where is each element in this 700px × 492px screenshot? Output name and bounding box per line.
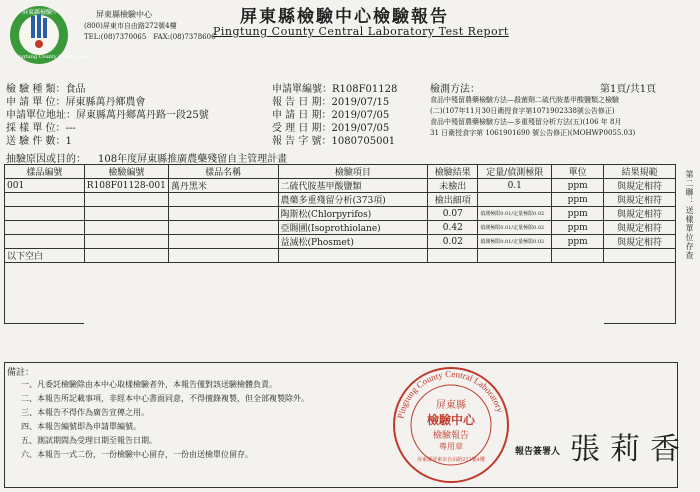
col-header: 檢驗編號 xyxy=(84,165,168,179)
method-line: 食品中殘留農藥檢驗方法—殺菌劑二硫代胺基甲酸鹽類之檢驗 xyxy=(430,96,619,104)
info-value: 屏東縣萬丹鄉農會 xyxy=(65,97,146,108)
info-label: 申請單位地址： xyxy=(6,110,76,121)
col-header: 定量/偵測極限 xyxy=(478,165,552,179)
note-line: 三、本報告不得作為廣告宣傳之用。 xyxy=(21,408,149,417)
logo-top-text: 屏東縣檢驗中心 xyxy=(22,9,65,16)
cell-sample-no: 001 xyxy=(5,179,85,193)
cell-sample-name xyxy=(168,235,278,249)
cell-unit: ppm xyxy=(552,179,604,193)
info-value: 2019/07/05 xyxy=(331,123,390,134)
info-left xyxy=(6,80,266,145)
blank-note: 以下空白 xyxy=(5,249,85,263)
org-name: 屏東縣檢驗中心 xyxy=(96,10,152,19)
method-line: 食品中殘留農藥檢驗方法—多重殘留分析方法(五)(106 年 8月 xyxy=(430,118,622,126)
info-value: --- xyxy=(65,123,76,134)
page-indicator: 第1頁/共1頁 xyxy=(600,84,657,95)
stamp-ring-text: Pingtung County Central Laboratory xyxy=(395,368,506,420)
purpose-value: 108年度屏東縣推廣農藥殘留自主管理計畫 xyxy=(98,154,288,165)
cell-result: 檢出細項 xyxy=(428,193,478,207)
note-line: 六、本報告一式二份，一份檢驗中心留存，一份由送檢單位留存。 xyxy=(21,450,253,459)
col-header: 檢驗結果 xyxy=(428,165,478,179)
cell-result: 0.07 xyxy=(428,207,478,221)
cell-item: 陶斯松(Chlorpyrifos) xyxy=(278,207,428,221)
notes-heading: 備註： xyxy=(7,368,35,378)
col-header: 結果規範 xyxy=(604,165,676,179)
cell-item: 益滅松(Phosmet) xyxy=(278,235,428,249)
cell-sample-no xyxy=(5,193,85,207)
info-label: 申 請 單 位： xyxy=(6,97,66,108)
col-header: 樣品編號 xyxy=(5,165,85,179)
table-row xyxy=(5,249,676,263)
cell-sample-name xyxy=(168,221,278,235)
cell-test-no: R108F01128-001 xyxy=(84,179,168,193)
cell-limit: 0.1 xyxy=(478,179,552,193)
cell-spec: 與規定相符 xyxy=(604,207,676,221)
info-value: 2019/07/05 xyxy=(331,110,390,121)
method-label: 檢測方法： xyxy=(430,84,480,95)
copy-note: 第二聯：送樣單位存查 xyxy=(685,170,694,260)
info-label: 申請單編號： xyxy=(272,84,332,95)
cell-item: 二硫代胺基甲酸鹽類 xyxy=(278,179,428,193)
org-phone-fax: TEL:(08)7370065 FAX:(08)7378606 xyxy=(84,33,216,41)
stamp-line-4: 專用章 xyxy=(439,442,463,451)
signer-label: 報告簽署人 xyxy=(515,447,561,457)
table-filler-row xyxy=(5,263,676,324)
org-address: (800)屏東市自由路272號4樓 xyxy=(84,22,177,30)
info-value: 1080705001 xyxy=(331,136,396,147)
info-middle xyxy=(272,80,422,145)
info-value: 屏東縣萬丹鄉萬丹路一段25號 xyxy=(76,110,209,121)
cell-limit-note: 偵測極限0.01/定量極限0.02 xyxy=(478,207,552,221)
table-row xyxy=(5,235,676,249)
cell-test-no xyxy=(84,221,168,235)
table-row xyxy=(5,221,676,235)
cell-unit: ppm xyxy=(552,193,604,207)
stamp-bottom-text: 屏東縣屏東市自由路272號4樓 xyxy=(417,457,485,463)
table-row xyxy=(5,193,676,207)
info-label: 受 理 日 期： xyxy=(272,123,332,134)
cell-sample-no xyxy=(5,235,85,249)
cell-result: 0.02 xyxy=(428,235,478,249)
cell-item: 亞賜圃(Isoprothiolane) xyxy=(278,221,428,235)
info-label: 採 樣 單 位： xyxy=(6,123,66,134)
note-line: 五、測試期間為受理日期至報告日期。 xyxy=(21,436,157,445)
info-value: 2019/07/15 xyxy=(331,97,390,108)
stamp-line-1: 屏東縣 xyxy=(436,400,466,411)
cell-unit: ppm xyxy=(552,221,604,235)
cell-result: 未檢出 xyxy=(428,179,478,193)
info-label: 報 告 字 號： xyxy=(272,136,332,147)
cell-sample-name: 萬丹黑米 xyxy=(168,179,278,193)
info-label: 送 驗 件 數： xyxy=(6,136,66,147)
col-header: 樣品名稱 xyxy=(168,165,278,179)
cell-result: 0.42 xyxy=(428,221,478,235)
cell-sample-no xyxy=(5,207,85,221)
report-title: 屏東縣檢驗中心檢驗報告 xyxy=(240,7,449,27)
method-line: (二)(107年11月30日衛授食字第1071902338號公告修正) xyxy=(430,107,615,115)
report-subtitle: Pingtung County Central Laboratory Test Report xyxy=(213,25,509,38)
cell-sample-name xyxy=(168,207,278,221)
logo-bottom-text: Pingtung County Central Lab xyxy=(14,54,89,60)
info-value: 1 xyxy=(65,136,72,147)
col-header: 單位 xyxy=(552,165,604,179)
lab-logo xyxy=(8,4,89,66)
info-value: 食品 xyxy=(65,84,86,95)
table-row xyxy=(5,207,676,221)
purpose-label: 抽驗原因或目的： xyxy=(6,154,86,165)
cell-spec: 與規定相符 xyxy=(604,193,676,207)
official-stamp xyxy=(392,366,510,484)
stamp-line-2: 檢驗中心 xyxy=(426,413,475,427)
cell-test-no xyxy=(84,235,168,249)
info-value: R108F01128 xyxy=(332,84,398,95)
table-row xyxy=(5,179,676,193)
cell-spec: 與規定相符 xyxy=(604,179,676,193)
col-header: 檢驗項目 xyxy=(278,165,428,179)
info-label: 申 請 日 期： xyxy=(272,110,332,121)
cell-limit-note: 偵測極限0.01/定量極限0.02 xyxy=(478,235,552,249)
cell-limit-note: 偵測極限0.01/定量極限0.02 xyxy=(478,221,552,235)
cell-test-no xyxy=(84,207,168,221)
cell-sample-no xyxy=(5,221,85,235)
table-header-row xyxy=(5,165,676,179)
note-line: 一、凡委託檢驗除由本中心取樣檢驗者外，本報告僅對該送驗檢體負責。 xyxy=(21,380,277,389)
cell-spec: 與規定相符 xyxy=(604,235,676,249)
cell-item: 農藥多重殘留分析(373項) xyxy=(278,193,428,207)
note-line: 四、本報告編號即為申請單編號。 xyxy=(21,422,141,431)
signer-name: 張莉香 xyxy=(570,432,690,467)
method-text xyxy=(430,95,690,139)
cell-limit xyxy=(478,193,552,207)
note-line: 二、本報告所記載事項，非經本中心書面同意，不得擅錄複製，但全部複製除外。 xyxy=(21,394,309,403)
results-table xyxy=(4,164,676,324)
cell-sample-name xyxy=(168,193,278,207)
cell-spec: 與規定相符 xyxy=(604,221,676,235)
method-line: 31 日衛授食字第 1061901690 號公告修正)(MOHWP0055.03) xyxy=(430,129,636,137)
cell-unit: ppm xyxy=(552,235,604,249)
info-label: 報 告 日 期： xyxy=(272,97,332,108)
cell-unit: ppm xyxy=(552,207,604,221)
info-label: 檢 驗 種 類： xyxy=(6,84,66,95)
stamp-line-3: 檢驗報告 xyxy=(432,431,469,441)
cell-test-no xyxy=(84,193,168,207)
